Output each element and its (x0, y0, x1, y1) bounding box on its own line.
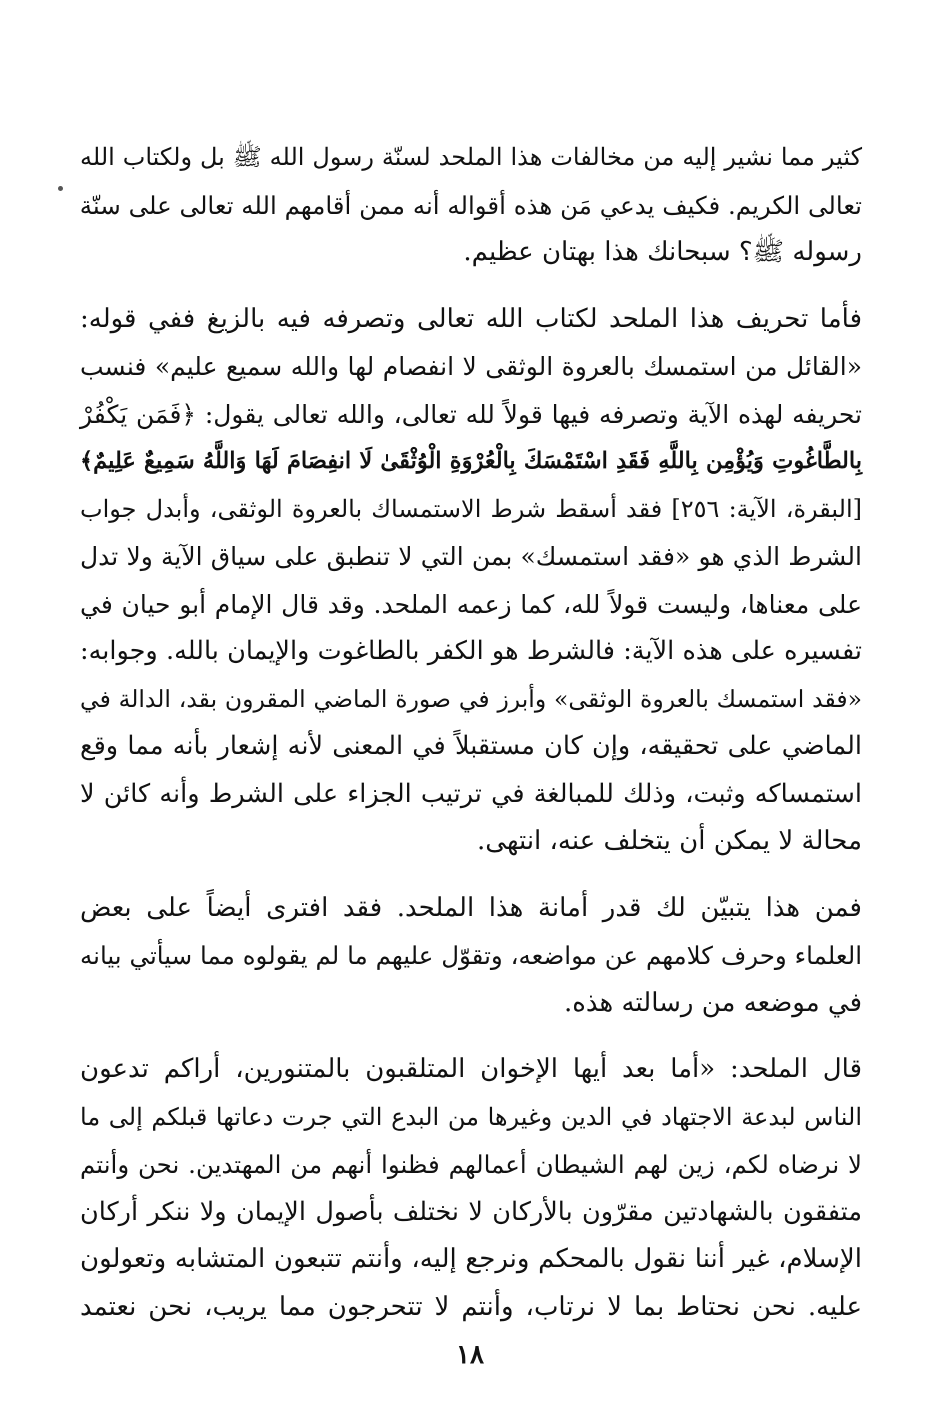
text-line: الإسلام، غير أننا نقول بالمحكم ونرجع إليه، وأنتم تتبعون المتشابه وتعولون (80, 1244, 862, 1274)
margin-dot (58, 186, 63, 191)
paragraph-2 (80, 296, 862, 866)
text-line: رسوله ﷺ؟ سبحانك هذا بهتان عظيم. (463, 237, 862, 267)
text-line: متفقون بالشهادتين مقرّون بالأركان لا نختلف بأصول الإيمان ولا ننكر أركان (80, 1196, 862, 1227)
page-number: ١٨ (456, 1340, 484, 1370)
text-line: الناس لبدعة الاجتهاد في الدين وغيرها من البدع التي جرت دعاتها قبلكم إلى ما (80, 1102, 862, 1131)
text-line: الماضي على تحقيقه، وإن كان مستقبلاً في المعنى لأنه إشعار بأنه مما وقع (80, 731, 862, 761)
text-line: قال الملحد: «أما بعد أيها الإخوان المتلقبون بالمتنورين، أراكم تدعون (80, 1054, 862, 1084)
text-line: كثير مما نشير إليه من مخالفات هذا الملحد لسنّة رسول الله ﷺ بل ولكتاب الله (80, 143, 862, 171)
text-line: في موضعه من رسالته هذه. (563, 987, 862, 1018)
text-line: «القائل من استمسك بالعروة الوثقى لا انفصام لها والله سميع عليم» فنسب (80, 352, 862, 381)
text-line: على معناها، وليست قولاً لله، كما زعمه الملحد. وقد قال الإمام أبو حيان في (80, 589, 862, 619)
paragraph-1 (80, 134, 862, 277)
text-line: [البقرة، الآية: ٢٥٦] فقد أسقط شرط الاستمساك بالعروة الوثقى، وأبدل جواب (80, 494, 862, 523)
text-line: فأما تحريف هذا الملحد لكتاب الله تعالى وتصرفه فيه بالزيغ ففي قوله: (80, 303, 862, 334)
text-line: فمن هذا يتبيّن لك قدر أمانة هذا الملحد. فقد افترى أيضاً على بعض (80, 892, 862, 923)
quran-verse-line: بِالطَّاغُوتِ وَيُؤْمِن بِاللَّهِ فَقَدِ اسْتَمْسَكَ بِالْعُرْوَةِ الْوُثْقَىٰ لَا انفِصَامَ لَهَا وَاللَّهُ سَمِيعٌ عَلِيمٌ﴾ (80, 448, 862, 474)
text-line: عليه. نحن نحتاط بما لا نرتاب، وأنتم لا تتحرجون مما يريب، نحن نعتمد (80, 1291, 862, 1322)
paragraph-4 (80, 1046, 862, 1331)
text-line: استمساكه وثبت، وذلك للمبالغة في ترتيب الجزاء على الشرط وأنه كائن لا (80, 778, 862, 809)
text-line: محالة لا يمكن أن يتخلف عنه، انتهى. (477, 826, 862, 856)
text-line: «فقد استمسك بالعروة الوثقى» وأبرز في صورة الماضي المقرون بقد، الدالة في (80, 684, 862, 713)
text-line: العلماء وحرف كلامهم عن مواضعه، وتقوّل عليهم ما لم يقولوه مما سيأتي بيانه (80, 941, 862, 970)
body-text (80, 134, 862, 1331)
text-line: تحريفه لهذه الآية وتصرفه فيها قولاً لله تعالى، والله تعالى يقول: ﴿فَمَن يَكْفُرْ (80, 399, 862, 429)
paragraph-3 (80, 885, 862, 1028)
text-line: لا نرضاه لكم، زين لهم الشيطان أعمالهم فظنوا أنهم من المهتدين. نحن وأنتم (80, 1150, 862, 1179)
text-line: تعالى الكريم. فكيف يدعي مَن هذه أقواله أنه ممن أقامهم الله تعالى على سنّة (79, 190, 862, 220)
text-line: تفسيره على هذه الآية: فالشرط هو الكفر بالطاغوت والإيمان بالله. وجوابه: (80, 636, 862, 666)
text-line: الشرط الذي هو «فقد استمسك» بمن التي لا تنطبق على سياق الآية ولا تدل (80, 542, 862, 571)
